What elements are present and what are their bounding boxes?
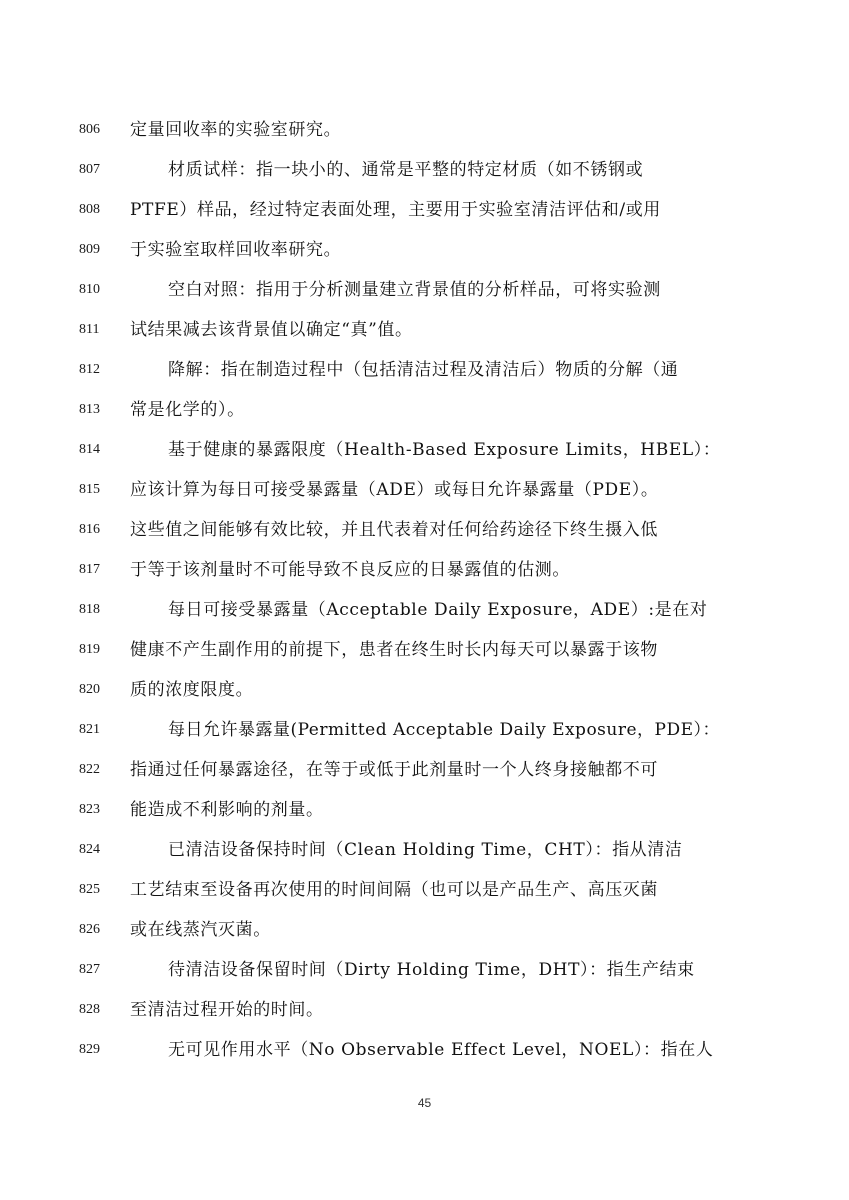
text-line (0, 990, 849, 1030)
line-number: 808 (79, 202, 100, 217)
line-number: 812 (79, 362, 100, 377)
line-number: 810 (79, 282, 100, 297)
text-line (0, 350, 849, 390)
text-line (0, 910, 849, 950)
text-line (0, 470, 849, 510)
line-text: 试结果减去该背景值以确定“真”值。 (130, 320, 413, 340)
line-number: 806 (79, 122, 100, 137)
line-text: 空白对照：指用于分析测量建立背景值的分析样品，可将实验测 (168, 280, 661, 300)
line-text: 定量回收率的实验室研究。 (130, 120, 342, 140)
line-text: 无可见作用水平（No Observable Effect Level，NOEL）：指在人 (168, 1040, 714, 1060)
line-number: 829 (79, 1042, 100, 1057)
text-line (0, 670, 849, 710)
text-line (0, 830, 849, 870)
text-line (0, 190, 849, 230)
text-line (0, 1030, 849, 1070)
line-text: 基于健康的暴露限度（Health-Based Exposure Limits，HBEL）： (168, 440, 721, 460)
line-number: 818 (79, 602, 100, 617)
line-text: 质的浓度限度。 (130, 680, 254, 700)
line-text: PTFE）样品，经过特定表面处理，主要用于实验室清洁评估和/或用 (130, 200, 661, 220)
page-number: 45 (417, 1096, 432, 1110)
text-line (0, 270, 849, 310)
text-line (0, 110, 849, 150)
line-number: 827 (79, 962, 100, 977)
line-text: 工艺结束至设备再次使用的时间间隔（也可以是产品生产、高压灭菌 (130, 880, 658, 900)
text-line (0, 750, 849, 790)
line-number: 820 (79, 682, 100, 697)
line-number: 816 (79, 522, 100, 537)
text-line (0, 630, 849, 670)
line-text: 能造成不利影响的剂量。 (130, 800, 324, 820)
text-line (0, 710, 849, 750)
line-text: 这些值之间能够有效比较，并且代表着对任何给药途径下终生摄入低 (130, 520, 658, 540)
text-line (0, 150, 849, 190)
line-number: 828 (79, 1002, 100, 1017)
text-line (0, 590, 849, 630)
text-line (0, 310, 849, 350)
text-line (0, 550, 849, 590)
line-number: 822 (79, 762, 100, 777)
line-text: 至清洁过程开始的时间。 (130, 1000, 324, 1020)
line-text: 健康不产生副作用的前提下，患者在终生时长内每天可以暴露于该物 (130, 640, 658, 660)
text-line (0, 790, 849, 830)
line-number: 814 (79, 442, 100, 457)
line-text: 待清洁设备保留时间（Dirty Holding Time，DHT）：指生产结束 (168, 960, 695, 980)
line-number: 817 (79, 562, 100, 577)
line-text: 或在线蒸汽灭菌。 (130, 920, 271, 940)
line-number: 824 (79, 842, 100, 857)
line-number: 813 (79, 402, 100, 417)
text-line (0, 430, 849, 470)
line-text: 于等于该剂量时不可能导致不良反应的日暴露值的估测。 (130, 560, 570, 580)
line-number: 826 (79, 922, 100, 937)
line-text: 于实验室取样回收率研究。 (130, 240, 342, 260)
text-line (0, 390, 849, 430)
line-text: 常是化学的）。 (130, 400, 245, 420)
line-number: 807 (79, 162, 100, 177)
line-number: 811 (79, 322, 100, 337)
line-text: 应该计算为每日可接受暴露量（ADE）或每日允许暴露量（PDE）。 (130, 480, 659, 500)
line-number: 825 (79, 882, 100, 897)
line-text: 降解：指在制造过程中（包括清洁过程及清洁后）物质的分解（通 (168, 360, 679, 380)
text-line (0, 950, 849, 990)
line-text: 材质试样：指一块小的、通常是平整的特定材质（如不锈钢或 (168, 160, 644, 180)
line-text: 已清洁设备保持时间（Clean Holding Time，CHT）：指从清洁 (168, 840, 683, 860)
text-line (0, 870, 849, 910)
line-number: 823 (79, 802, 100, 817)
line-number: 809 (79, 242, 100, 257)
line-text: 每日可接受暴露量（Acceptable Daily Exposure，ADE）:是在对 (168, 600, 708, 620)
text-line (0, 510, 849, 550)
line-text: 每日允许暴露量(Permitted Acceptable Daily Exposure，PDE）： (168, 720, 720, 740)
line-number: 815 (79, 482, 100, 497)
line-text: 指通过任何暴露途径，在等于或低于此剂量时一个人终身接触都不可 (130, 760, 658, 780)
line-number: 821 (79, 722, 100, 737)
text-line (0, 230, 849, 270)
line-number: 819 (79, 642, 100, 657)
